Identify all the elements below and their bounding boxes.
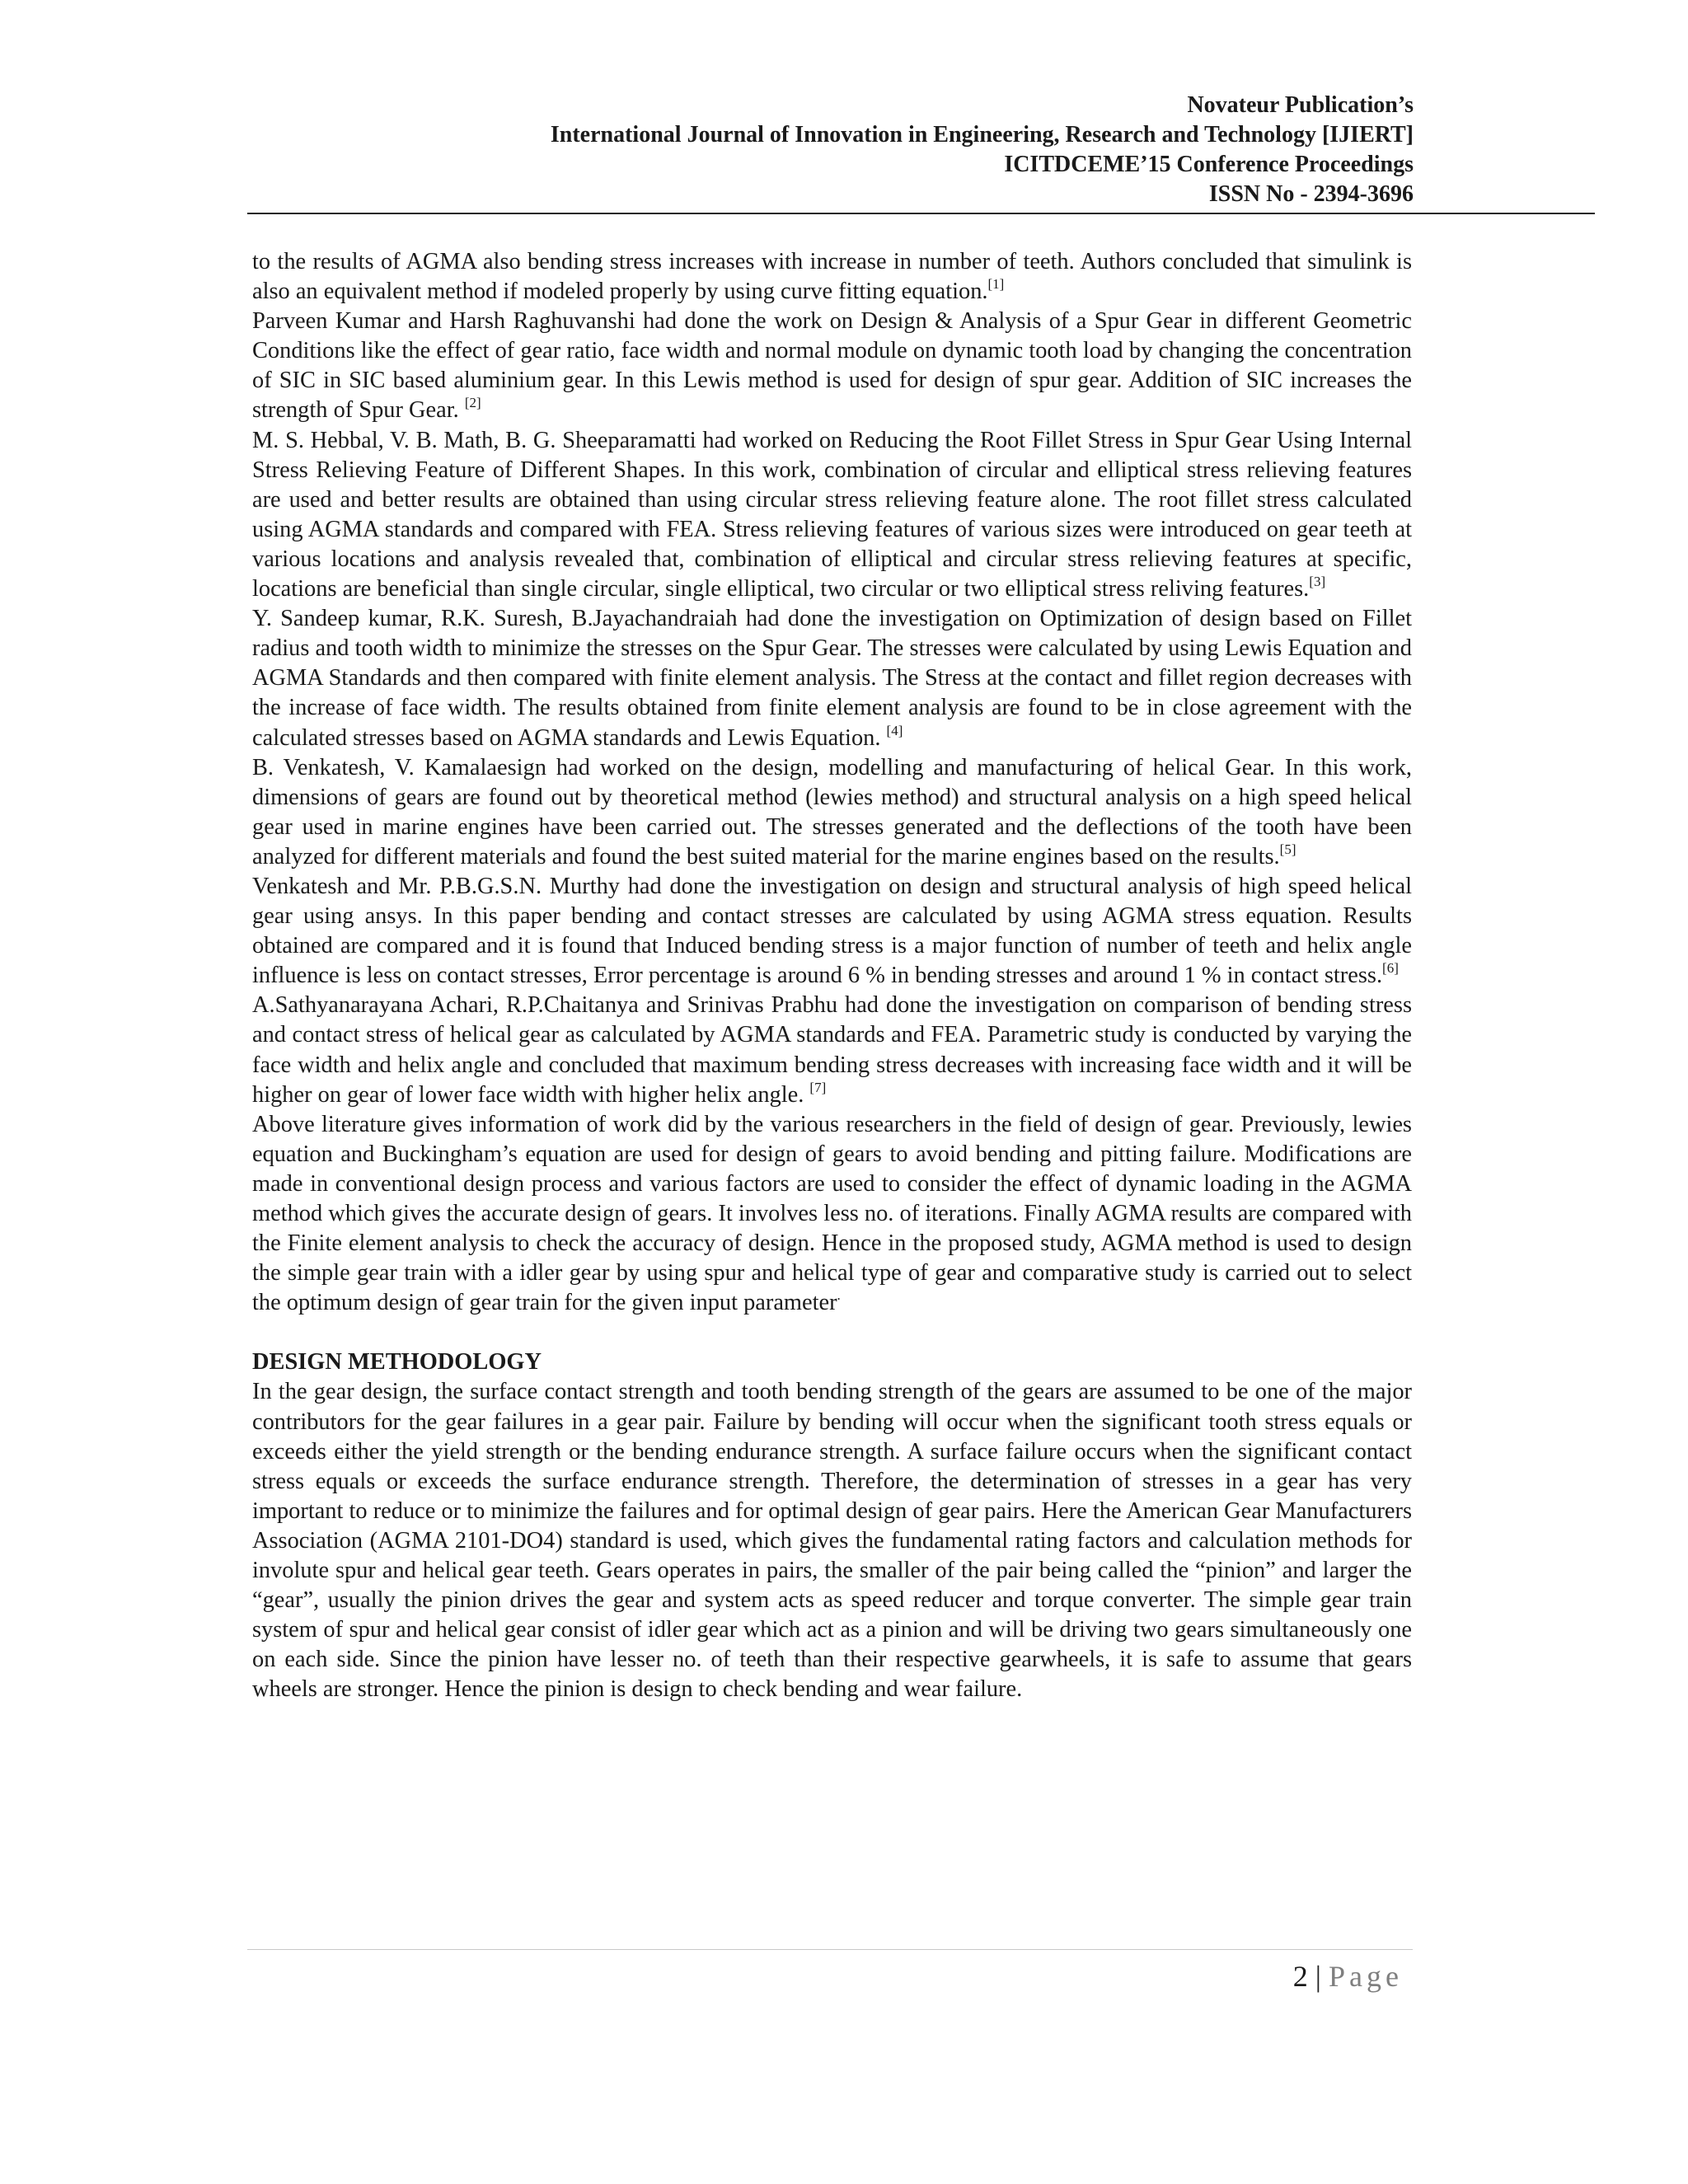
citation-4: [4] [886, 722, 903, 738]
paragraph-2: Parveen Kumar and Harsh Raghuvanshi had done the work on Design & Analysis of a Spur Gear in different Geometric Conditions like the effect of gear ratio, face width and normal module on dynamic tooth load by changing the concentration of SIC in SIC based aluminium gear. In this Lewis method is used for design of spur gear. Addition of SIC increases the strength of Spur Gear. [2] [252, 308, 1412, 424]
paragraph-8-mark: . [837, 1287, 841, 1304]
footer-divider [247, 1949, 1413, 1950]
publisher-name: Novateur Publication’s [1187, 92, 1414, 118]
conference-name: ICITDCEME’15 Conference Proceedings [1004, 152, 1414, 177]
paragraph-8: Above literature gives information of work did by the various researchers in the field of design of gear. Previously, lewies equation and Buckingham’s equation are used for design of gears to avoid bending and pitting failure. Modifications are made in conventional design process and various factors are used to consider the effect of dynamic loading in the AGMA method which gives the accurate design of gears. It involves less no. of iterations. Finally AGMA results are compared with the Finite element analysis to check the accuracy of design. Hence in the proposed study, AGMA method is used to design the simple gear train with a idler gear by using spur and helical type of gear and comparative study is carried out to select the optimum design of gear train for the given input parameter. [252, 1111, 1412, 1316]
page-footer [1293, 1958, 1403, 1994]
journal-title: International Journal of Innovation in Engineering, Research and Technology [IJIERT] [550, 122, 1414, 148]
paragraph-6: Venkatesh and Mr. P.B.G.S.N. Murthy had done the investigation on design and structural analysis of high speed helical gear using ansys. In this paper bending and contact stresses are calculated by using AGMA stress equation. Results obtained are compared and it is found that Induced bending stress is a major function of number of teeth and helix angle influence is less on contact stresses, Error percentage is around 6 % in bending stresses and around 1 % in contact stress.[6] [252, 873, 1412, 989]
paragraph-4: Y. Sandeep kumar, R.K. Suresh, B.Jayachandraiah had done the investigation on Optimization of design based on Fillet radius and tooth width to minimize the stresses on the Spur Gear. The stresses were calculated by using Lewis Equation and AGMA Standards and then compared with finite element analysis. The Stress at the contact and fillet region decreases with the increase of face width. The results obtained from finite element analysis are found to be in close agreement with the calculated stresses based on AGMA standards and Lewis Equation. [4] [252, 606, 1412, 751]
citation-7: [7] [809, 1079, 827, 1095]
running-header [551, 91, 1414, 209]
citation-3: [3] [1309, 574, 1326, 590]
paragraph-5: B. Venkatesh, V. Kamalaesign had worked on the design, modelling and manufacturing of helical Gear. In this work, dimensions of gears are found out by theoretical method (lewies method) and structural analysis on a high speed helical gear used in marine engines have been carried out. The stresses generated and the deflections of the tooth have been analyzed for different materials and found the best suited material for the marine engines based on the results.[5] [252, 754, 1412, 869]
article-body [252, 247, 1412, 1705]
section-paragraph: In the gear design, the surface contact strength and tooth bending strength of the gears are assumed to be one of the major contributors for the gear failures in a gear pair. Failure by bending will occur when the significant tooth stress equals or exceeds either the yield strength or the bending endurance strength. A surface failure occurs when the significant contact stress equals or exceeds the surface endurance strength. Therefore, the determination of stresses in a gear has very important to reduce or to minimize the failures and for optimal design of gear pairs. Here the American Gear Manufacturers Association (AGMA 2101-DO4) standard is used, which gives the fundamental rating factors and calculation methods for involute spur and helical gear teeth. Gears operates in pairs, the smaller of the pair being called the “pinion” and larger the “gear”, usually the pinion drives the gear and system acts as speed reducer and torque converter. The simple gear train system of spur and helical gear consist of idler gear which act as a pinion and will be driving two gears simultaneously one on each side. Since the pinion have lesser no. of teeth than their respective gearwheels, it is safe to assume that gears wheels are stronger. Hence the pinion is design to check bending and wear failure. [252, 1379, 1412, 1703]
header-divider [247, 213, 1595, 214]
issn-number: ISSN No - 2394-3696 [1208, 181, 1414, 207]
citation-6: [6] [1382, 960, 1399, 977]
paragraph-1: to the results of AGMA also bending stress increases with increase in number of teeth. Authors concluded that simulink is also an equivalent method if modeled properly by using curve fitting equation.[1] [252, 249, 1412, 305]
paragraph-7: A.Sathyanarayana Achari, R.P.Chaitanya and Srinivas Prabhu had done the investigation on comparison of bending stress and contact stress of helical gear as calculated by AGMA standards and FEA. Parametric study is conducted by varying the face width and helix angle and concluded that maximum bending stress decreases with increasing face width and it will be higher on gear of lower face width with higher helix angle. [7] [252, 992, 1412, 1108]
section-heading: DESIGN METHODOLOGY [252, 1349, 542, 1376]
page-separator: | [1315, 1960, 1322, 1993]
page-number: 2 [1292, 1960, 1308, 1993]
paragraph-3: M. S. Hebbal, V. B. Math, B. G. Sheeparamatti had worked on Reducing the Root Fillet Stress in Spur Gear Using Internal Stress Relieving Feature of Different Shapes. In this work, combination of circular and elliptical stress relieving features are used and better results are obtained than using circular stress relieving feature alone. The root fillet stress calculated using AGMA standards and compared with FEA. Stress relieving features of various sizes were introduced on gear teeth at various locations and analysis revealed that, combination of elliptical and circular stress relieving features at specific, locations are beneficial than single circular, single elliptical, two circular or two elliptical stress reliving features.[3] [252, 427, 1412, 602]
citation-1: [1] [987, 276, 1005, 293]
citation-2: [2] [464, 395, 481, 411]
citation-5: [5] [1279, 841, 1296, 857]
page-label: Page [1329, 1960, 1403, 1993]
